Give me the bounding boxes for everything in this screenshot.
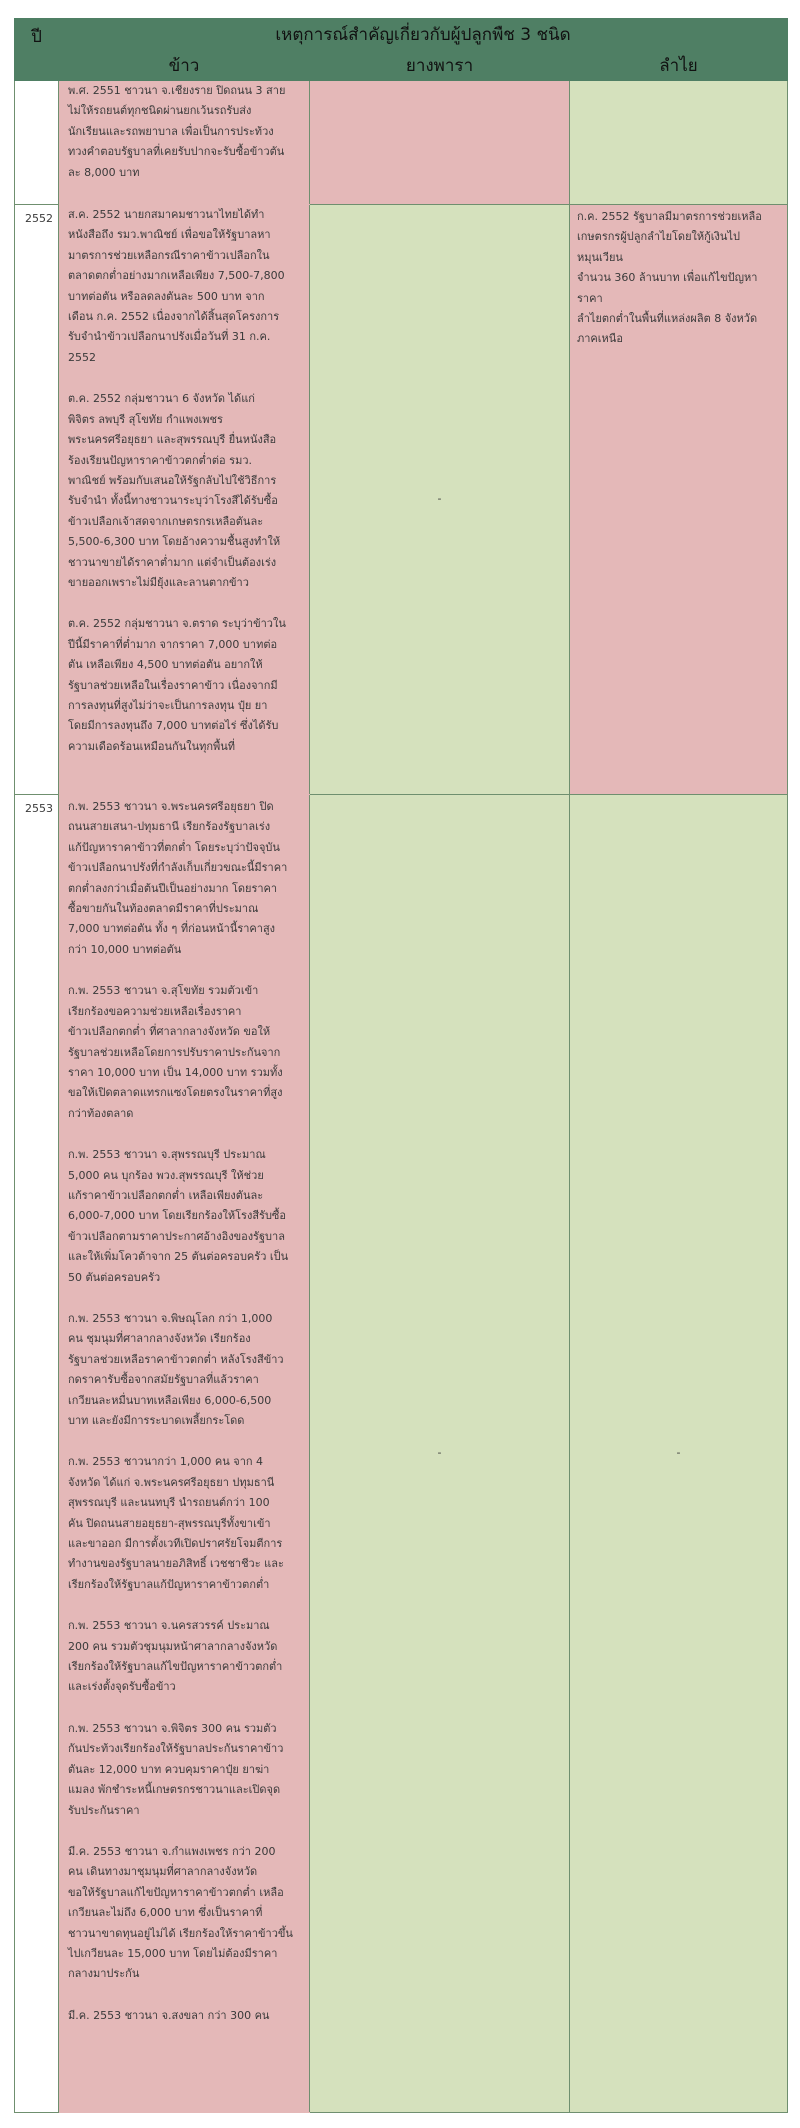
year-cell: 2552 [15,205,59,795]
rubber-column-header: ยางพารา [310,50,570,81]
longan-cell: - [570,795,788,2113]
rice-event: ก.พ. 2553 ชาวนา จ.พิษณุโลก กว่า 1,000 คน ชุมนุมที่ศาลากลางจังหวัด เรียกร้อง รัฐบาลช่วยเหลือราคาข้าวตกต่ำ หลังโรงสีข้าว กดราคารับซื้อจากสมัยรัฐบาลที่แล้วราคา เกวียนละหมื่นบาทเหลือเพียง 6,000-6,500 บาท และยังมีการระบาดเพลี้ยกระโดด [68,1311,284,1427]
rice-event: ก.พ. 2553 ชาวนากว่า 1,000 คน จาก 4 จังหวัด ได้แก่ จ.พระนครศรีอยุธยา ปทุมธานี สุพรรณบุรี และนนทบุรี นำรถยนต์กว่า 100 คัน ปิดถนนสายอยุธยา-สุพรรณบุรีทั้งขาเข้า และขาออก มีการตั้งเวทีเปิดปราศรัยโจมตีการ ทำงานของรัฐบาลนายอภิสิทธิ์ เวชชาชีวะ และ เรียกร้องให้รัฐบาลแก้ปัญหาราคาข้าวตกต่ำ [68,1455,284,1591]
table-title: เหตุการณ์สำคัญเกี่ยวกับผู้ปลูกพืช 3 ชนิด [59,19,788,50]
rice-cell [59,205,310,795]
events-table-wrapper [14,18,787,2113]
header-row-top [15,19,788,50]
rice-event: ก.พ. 2553 ชาวนา จ.สุพรรณบุรี ประมาณ 5,000 คน บุกร้อง พวง.สุพรรณบุรี ให้ช่วย แก้ราคาข้าวเปลือกตกต่ำ เหลือเพียงตันละ 6,000-7,000 บาท โดยเรียกร้องให้โรงสีรับซื้อ ข้าวเปลือกตามราคาประกาศอ้างอิงของรัฐบาล และให้เพิ่มโควต้าจาก 25 ตันต่อครอบครัว เป็น 50 ตันต่อครอบครัว [68,1148,289,1284]
rice-column-header: ข้าว [59,50,310,81]
table-row-2552 [15,205,788,795]
rice-event: ก.พ. 2553 ชาวนา จ.สุโขทัย รวมตัวเข้า เรียกร้องขอความช่วยเหลือเรื่องราคา ข้าวเปลือกตกต่ำ ที่ศาลากลางจังหวัด ขอให้ รัฐบาลช่วยเหลือโดยการปรับราคาประกันจาก ราคา 10,000 บาท เป็น 14,000 บาท รวมทั้ง ขอให้เปิดตลาดแทรกแซงโดยตรงในราคาที่สูง กว่าท้องตลาด [68,984,283,1120]
table-row-continuation [15,81,788,205]
rice-event: ก.พ. 2553 ชาวนา จ.พิจิตร 300 คน รวมตัว กันประท้วงเรียกร้องให้รัฐบาลประกันราคาข้าว ตันละ 12,000 บาท ควบคุมราคาปุ๋ย ยาฆ่า แมลง พักชำระหนี้เกษตรกรชาวนาและเปิดจุด รับประกันราคา [68,1721,284,1817]
rubber-cell [310,81,570,205]
header-row-crops [15,50,788,81]
rice-event: มี.ค. 2553 ชาวนา จ.สงขลา กว่า 300 คน [68,2008,270,2022]
rice-event: พ.ศ. 2551 ชาวนา จ.เชียงราย ปิดถนน 3 สาย ไม่ให้รถยนต์ทุกชนิดผ่านยกเว้นรถรับส่ง นักเรียนและรถพยาบาล เพื่อเป็นการประท้วง ทวงคำตอบรัฐบาลที่เคยรับปากจะรับซื้อข้าวตัน ละ 8,000 บาท [68,84,286,179]
rubber-cell: - [310,205,570,795]
longan-cell [570,81,788,205]
rice-event: ก.พ. 2553 ชาวนา จ.พระนครศรีอยุธยา ปิด ถนนสายเสนา-ปทุมธานี เรียกร้องรัฐบาลเร่ง แก้ปัญหาราคาข้าวที่ตกต่ำ โดยระบุว่าปัจจุบัน ข้าวเปลือกนาปรังที่กำลังเก็บเกี่ยวขณะนี้มีราคา ตกต่ำลงกว่าเมื่อต้นปีเป็นอย่างมาก โดยราคา ซื้อขายกันในท้องตลาดมีราคาที่ประมาณ 7,000 บาทต่อตัน ทั้ง ๆ ที่ก่อนหน้านี้ราคาสูง กว่า 10,000 บาทต่อตัน [68,800,288,956]
longan-event: ก.ค. 2552 รัฐบาลมีมาตรการช่วยเหลือ เกษตรกรผู้ปลูกลำไยโดยให้กู้เงินไปหมุนเวียน จำนวน 360 ล้านบาท เพื่อแก้ไขปัญหาราคา ลำไยตกต่ำในพื้นที่แหล่งผลิต 8 จังหวัด ภาคเหนือ [577,210,762,346]
rice-cell [59,81,310,205]
rubber-cell: - [310,795,570,2113]
rice-event: ต.ค. 2552 กลุ่มชาวนา 6 จังหวัด ได้แก่ พิจิตร ลพบุรี สุโขทัย กำแพงเพชร พระนครศรีอยุธยา และสุพรรณบุรี ยื่นหนังสือ ร้องเรียนปัญหาราคาข้าวตกต่ำต่อ รมว. พาณิชย์ พร้อมกับเสนอให้รัฐกลับไปใช้วิธีการ รับจำนำ ทั้งนี้ทางชาวนาระบุว่าโรงสีได้รับซื้อ ข้าวเปลือกเจ้าสดจากเกษตรกรเหลือตันละ 5,500-6,300 บาท โดยอ้างความชื้นสูงทำให้ ชาวนาขายได้ราคาต่ำมาก แต่จำเป็นต้องเร่ง ขายออกเพราะไม่มียุ้งและลานตากข้าว [68,392,281,589]
table-row-2553 [15,795,788,2113]
rice-event: มี.ค. 2553 ชาวนา จ.กำแพงเพชร กว่า 200 คน เดินทางมาชุมนุมที่ศาลากลางจังหวัด ขอให้รัฐบาลแก้ไขปัญหาราคาข้าวตกต่ำ เหลือ เกวียนละไม่ถึง 6,000 บาท ซึ่งเป็นราคาที่ ชาวนาขาดทุนอยู่ไม่ได้ เรียกร้องให้ราคาข้าวขึ้น ไปเกวียนละ 15,000 บาท โดยไม่ต้องมีราคา กลางมาประกัน [68,1844,293,1981]
longan-cell [570,205,788,795]
events-table [14,18,788,2113]
year-cell [15,81,59,205]
rice-event: ต.ค. 2552 กลุ่มชาวนา จ.ตราด ระบุว่าข้าวใน ปีนี้มีราคาที่ต่ำมาก จากราคา 7,000 บาทต่อ ตัน เหลือเพียง 4,500 บาทต่อตัน อยากให้ รัฐบาลช่วยเหลือในเรื่องราคาข้าว เนื่องจากมี การลงทุนที่สูงไม่ว่าจะเป็นการลงทุน ปุ๋ย ยา โดยมีการลงทุนถึง 7,000 บาทต่อไร่ ซึ่งได้รับ ความเดือดร้อนเหมือนกันในทุกพื้นที่ [68,617,286,753]
rice-event: ส.ค. 2552 นายกสมาคมชาวนาไทยได้ทำ หนังสือถึง รมว.พาณิชย์ เพื่อขอให้รัฐบาลหา มาตรการช่วยเหลือกรณีราคาข้าวเปลือกใน ตลาดตกต่ำอย่างมากเหลือเพียง 7,500-7,800 บาทต่อตัน หรือลดลงตันละ 500 บาท จาก เดือน ก.ค. 2552 เนื่องจากได้สิ้นสุดโครงการ รับจำนำข้าวเปลือกนาปรังเมื่อวันที่ 31 ก.ค. 2552 [68,208,285,364]
longan-column-header: ลำไย [570,50,788,81]
rice-event: ก.พ. 2553 ชาวนา จ.นครสวรรค์ ประมาณ 200 คน รวมตัวชุมนุมหน้าศาลากลางจังหวัด เรียกร้องให้รัฐบาลแก้ไขปัญหาราคาข้าวตกต่ำ และเร่งตั้งจุดรับซื้อข้าว [68,1619,283,1694]
year-cell: 2553 [15,795,59,2113]
year-column-header: ปี [15,19,59,81]
rice-cell [59,795,310,2113]
